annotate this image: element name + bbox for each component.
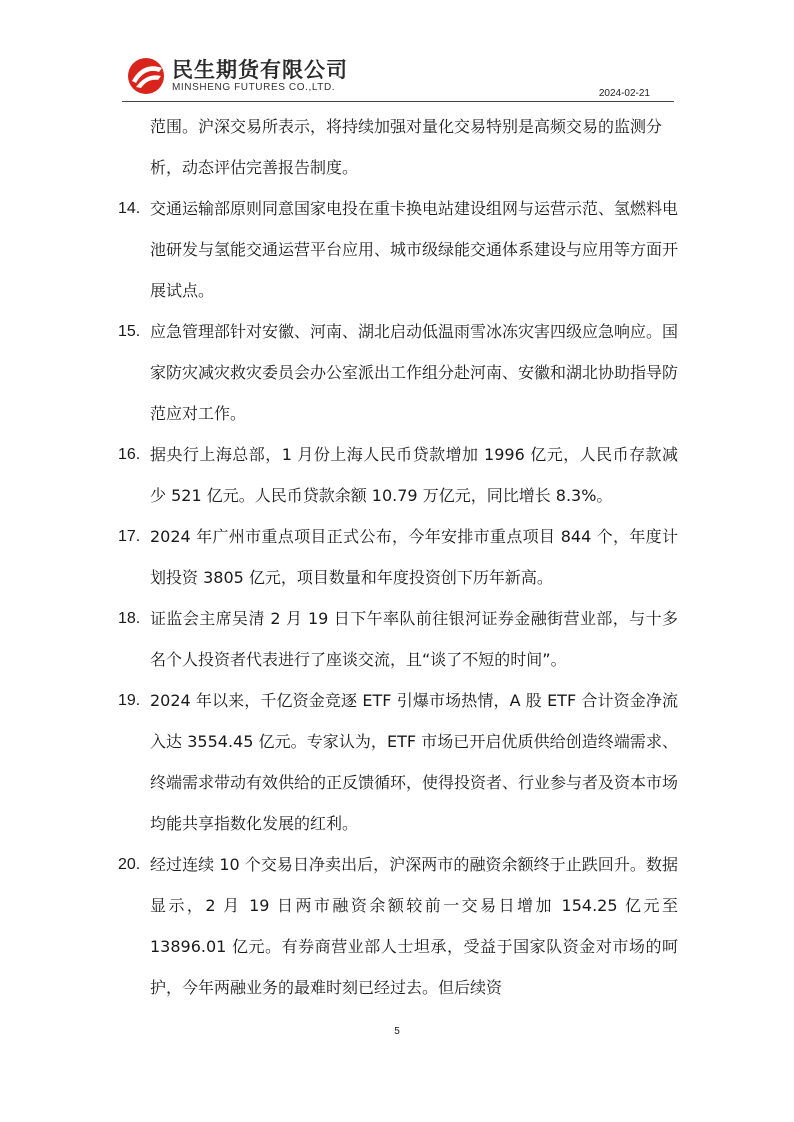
item-number: 20. xyxy=(118,856,141,873)
page-header xyxy=(122,50,674,102)
item-number: 16. xyxy=(118,446,141,463)
item-text: 经过连续 10 个交易日净卖出后，沪深两市的融资余额终于止跌回升。数据显示，2 月 19 日两市融资余额较前一交易日增加 154.25 亿元至 13896.01 亿元。有券商营业部人士坦承，受益于国家队资金对市场的呵护，今年两融业务的最难时刻已经过去。但后续资 xyxy=(150,855,678,997)
company-name-cn: 民生期货有限公司 xyxy=(172,58,348,82)
list-item xyxy=(118,516,678,598)
list-item xyxy=(118,598,678,680)
company-logo-icon xyxy=(126,56,166,96)
page-number: 5 xyxy=(394,1026,400,1037)
item-text: 应急管理部针对安徽、河南、湖北启动低温雨雪冰冻灾害四级应急响应。国家防灾减灾救灾委员会办公室派出工作组分赴河南、安徽和湖北协助指导防范应对工作。 xyxy=(150,322,679,423)
item-number: 15. xyxy=(118,323,141,340)
item-number: 18. xyxy=(118,610,141,627)
list-item xyxy=(118,680,678,844)
header-divider xyxy=(122,101,674,102)
item-text: 交通运输部原则同意国家电投在重卡换电站建设组网与运营示范、氢燃料电池研发与氢能交通运营平台应用、城市级绿能交通体系建设与应用等方面开展试点。 xyxy=(150,199,679,300)
list-item xyxy=(118,844,678,1008)
intro-continuation: 范围。沪深交易所表示，将持续加强对量化交易特别是高频交易的监测分析，动态评估完善报告制度。 xyxy=(150,117,663,177)
item-text: 2024 年广州市重点项目正式公布，今年安排市重点项目 844 个，年度计划投资 3805 亿元，项目数量和年度投资创下历年新高。 xyxy=(150,527,678,587)
list-item xyxy=(118,434,678,516)
item-text: 2024 年以来，千亿资金竞逐 ETF 引爆市场热情，A 股 ETF 合计资金净流入达 3554.45 亿元。专家认为，ETF 市场已开启优质供给创造终端需求、终端需求带动有效供给的正反馈循环，使得投资者、行业参与者及资本市场均能共享指数化发展的红利。 xyxy=(150,691,679,833)
list-item xyxy=(118,188,678,311)
report-date: 2024-02-21 xyxy=(598,88,650,99)
item-number: 14. xyxy=(118,200,141,217)
item-number: 19. xyxy=(118,692,141,709)
news-list xyxy=(118,106,678,1008)
company-name-en: MINSHENG FUTURES CO.,LTD. xyxy=(172,82,336,93)
item-text: 证监会主席吴清 2 月 19 日下午率队前往银河证券金融街营业部，与十多名个人投资者代表进行了座谈交流，且“谈了不短的时间”。 xyxy=(150,609,678,669)
list-item xyxy=(118,311,678,434)
item-number: 17. xyxy=(118,528,141,545)
item-text: 据央行上海总部，1 月份上海人民币贷款增加 1996 亿元，人民币存款减少 521 亿元。人民币贷款余额 10.79 万亿元，同比增长 8.3%。 xyxy=(150,445,678,505)
